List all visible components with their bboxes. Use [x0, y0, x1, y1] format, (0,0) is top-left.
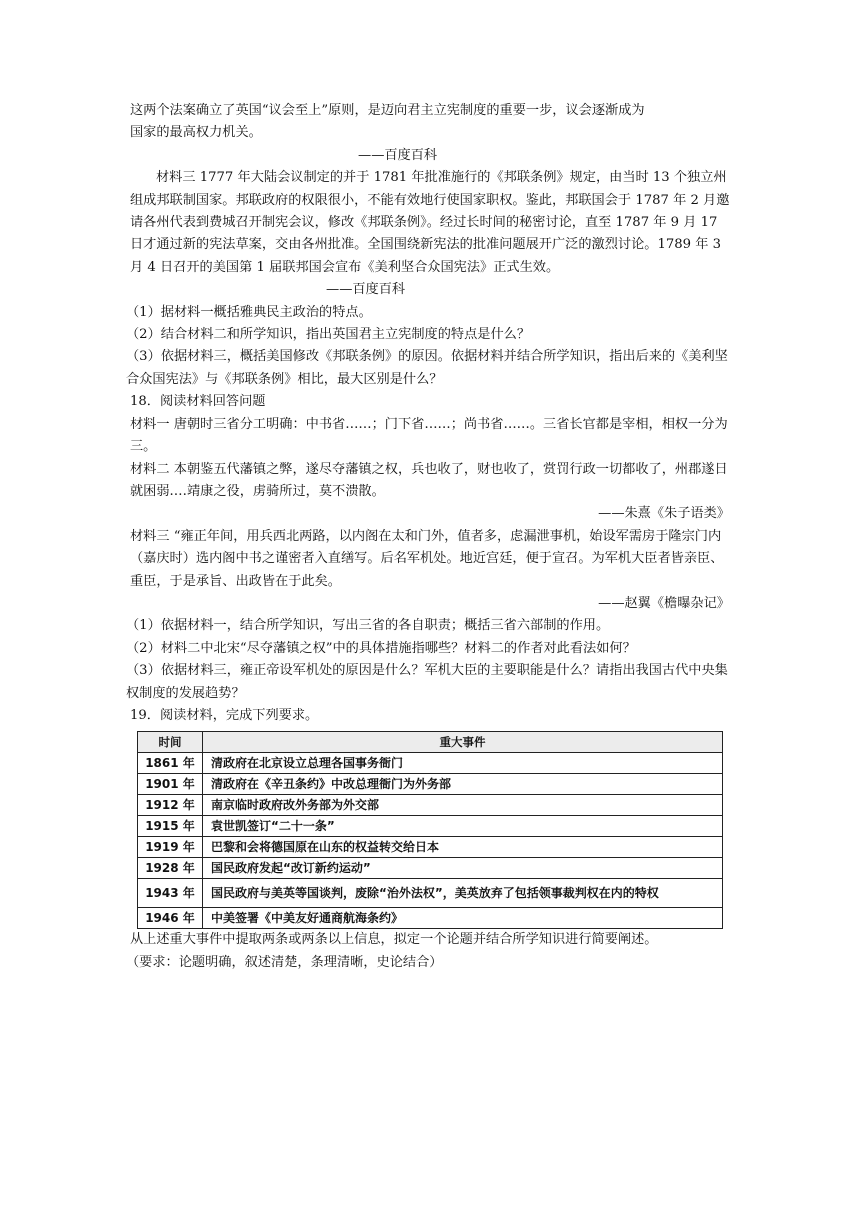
events-table	[137, 731, 723, 929]
table-row	[138, 858, 723, 879]
row-event: 袁世凯签订“二十一条”	[203, 816, 723, 837]
question-19-task: 从上述重大事件中提取两条或两条以上信息，拟定一个论题并结合所学知识进行简要阐述。	[130, 932, 658, 948]
row-event: 清政府在北京设立总理各国事务衙门	[203, 753, 723, 774]
row-year: 1915 年	[138, 816, 203, 837]
question-17-3: （3）依据材料三，概括美国修改《邦联条例》的原因。依据材料并结合所学知识，指出后来的《美利坚合众国宪法》与《邦联条例》相比，最大区别是什么？	[126, 349, 728, 387]
table-row	[138, 908, 723, 929]
material-three-paragraph: 材料三 1777 年大陆会议制定的并于 1781 年批准施行的《邦联条例》规定，由当时 13 个独立州组成邦联制国家。邦联政府的权限很小，不能有效地行使国家职权。鉴此，邦联国会于 1787 年 2 月邀请各州代表到费城召开制宪会议，修改《邦联条例》。经过长时间的秘密讨论，直至 1787 年 9 月 17 日才通过新的宪法草案，交由各州批准。全国围绕新宪法的批准问题展开广泛的激烈讨论。1789 年 3 月 4 日召开的美国第 1 届联邦国会宣布《美利坚合众国宪法》正式生效。	[130, 170, 730, 275]
question-18-material-one: 材料一 唐朝时三省分工明确：中书省……；门下省……；尚书省……。三省长官都是宰相，相权一分为三。	[130, 416, 728, 455]
text-line: 国家的最高权力机关。	[130, 125, 262, 141]
column-header-event: 重大事件	[203, 732, 723, 753]
question-18-3: （3）依据材料三，雍正帝设军机处的原因是什么？军机大臣的主要职能是什么？请指出我国古代中央集权制度的发展趋势？	[126, 663, 728, 701]
question-19-requirements: （要求：论题明确，叙述清楚，条理清晰，史论结合）	[126, 954, 443, 970]
question-18-2: （2）材料二中北宋“尽夺藩镇之权”中的具体措施指哪些？材料二的作者对此看法如何？	[126, 640, 636, 656]
row-event: 国民政府与美英等国谈判，废除“治外法权”，美英放弃了包括领事裁判权在内的特权	[203, 879, 723, 908]
table-row	[138, 774, 723, 795]
row-event: 中美签署《中美友好通商航海条约》	[203, 908, 723, 929]
row-year: 1919 年	[138, 837, 203, 858]
document-page	[126, 100, 730, 974]
row-year: 1861 年	[138, 753, 203, 774]
question-19-heading: 19．阅读材料，完成下列要求。	[130, 707, 319, 723]
question-18-material-two: 材料二 本朝鉴五代藩镇之弊，遂尽夺藩镇之权，兵也收了，财也收了，赏罚行政一切都收了，州郡遂日就困弱.…靖康之役，虏骑所过，莫不溃散。	[130, 461, 728, 499]
question-18-1: （1）依据材料一，结合所学知识，写出三省的各自职责；概括三省六部制的作用。	[126, 618, 610, 634]
question-17-2: （2）结合材料二和所学知识，指出英国君主立宪制度的特点是什么？	[126, 327, 531, 343]
question-17-1: （1）据材料一概括雅典民主政治的特点。	[126, 304, 372, 320]
table-row	[138, 795, 723, 816]
row-year: 1912 年	[138, 795, 203, 816]
table-row	[138, 816, 723, 837]
text-line: 这两个法案确立了英国“议会至上”原则，是迈向君主立宪制度的重要一步，议会逐渐成为	[130, 103, 645, 118]
row-year: 1901 年	[138, 774, 203, 795]
question-18-material-three: 材料三 “雍正年间，用兵西北两路，以内阁在太和门外，值者多，虑漏泄事机，始设军需房于隆宗门内（嘉庆时）选内阁中书之谨密者入直缮写。后名军机处。地近宫廷，便于宣召。为军机大臣者皆亲臣、重臣，于是承旨、出政皆在于此矣。	[130, 528, 724, 589]
row-event: 清政府在《辛丑条约》中改总理衙门为外务部	[203, 774, 723, 795]
table-row	[138, 879, 723, 908]
row-event: 南京临时政府改外务部为外交部	[203, 795, 723, 816]
source-citation: ——百度百科	[358, 147, 438, 163]
table-header-row	[138, 732, 723, 753]
table-row	[138, 837, 723, 858]
row-year: 1946 年	[138, 908, 203, 929]
row-event: 巴黎和会将德国原在山东的权益转交给日本	[203, 837, 723, 858]
source-citation: ——百度百科	[326, 282, 406, 298]
column-header-time: 时间	[138, 732, 203, 753]
source-citation: ——赵翼《檐曝杂记》	[598, 595, 730, 611]
row-year: 1943 年	[138, 879, 203, 908]
source-citation: ——朱熹《朱子语类》	[598, 506, 730, 522]
table-row	[138, 753, 723, 774]
question-18-heading: 18．阅读材料回答问题	[130, 394, 266, 410]
row-year: 1928 年	[138, 858, 203, 879]
row-event: 国民政府发起“改订新约运动”	[203, 858, 723, 879]
